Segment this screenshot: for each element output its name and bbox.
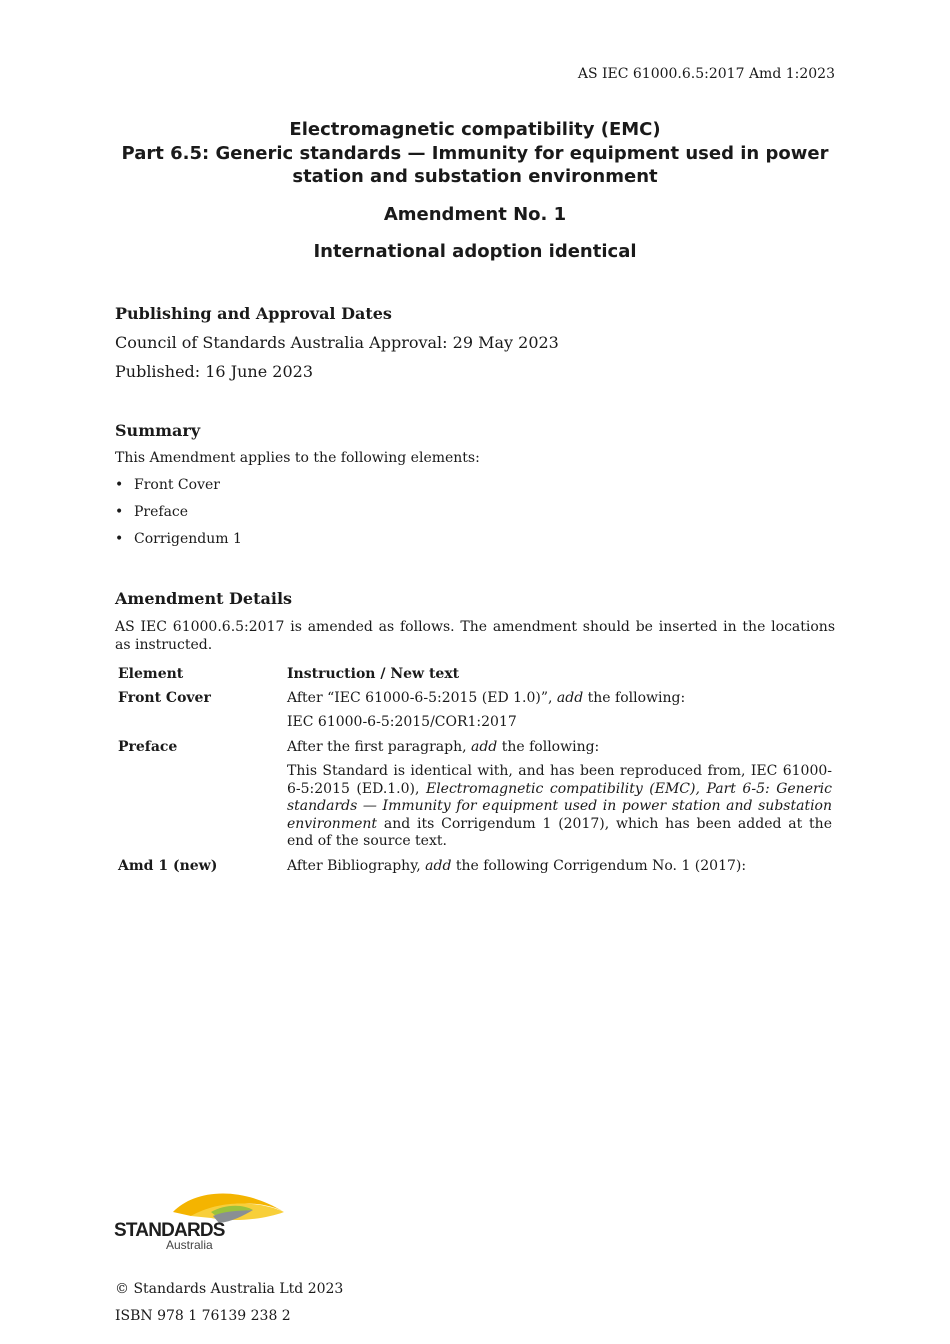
new-text-cell: IEC 61000-6-5:2015/COR1:2017 [287, 714, 517, 730]
title-line-3: station and substation environment [292, 166, 658, 187]
summary-heading: Summary [115, 421, 201, 440]
title-block [115, 118, 835, 262]
element-cell: Amd 1 (new) [118, 857, 218, 874]
element-cell: Preface [118, 738, 178, 755]
instruction-cell [284, 690, 835, 715]
table-row [115, 714, 835, 739]
isbn: ISBN 978 1 76139 238 2 [115, 1308, 291, 1324]
summary-intro: This Amendment applies to the following elements: [115, 450, 480, 466]
table-row [115, 739, 835, 764]
summary-list [115, 477, 242, 558]
instruction-emphasis: add [556, 689, 584, 706]
instruction-cell [284, 858, 835, 883]
column-header-instruction: Instruction / New text [287, 666, 460, 682]
new-text-italic: Electromagnetic compatibility (EMC), Part 6-5: Generic standards — Immunity for equipment used in power station and substation environment [287, 780, 832, 832]
list-item: • Corrigendum 1 [115, 531, 242, 558]
instruction-emphasis: add [471, 738, 498, 755]
instruction-text: the following Corrigendum No. 1 (2017): [451, 857, 747, 874]
logo-wordmark: STANDARDS [114, 1220, 225, 1241]
new-text-cell [284, 763, 835, 858]
table-row [115, 763, 835, 858]
standards-australia-logo [113, 1186, 288, 1252]
table-row [115, 858, 835, 883]
new-text-plain: This Standard is identical with, and has been reproduced from, IEC 61000-6-5:2015 (ED.1.0), [287, 763, 832, 797]
logo-subtitle: Australia [166, 1238, 213, 1252]
instruction-emphasis: add [425, 857, 452, 874]
instruction-text: After “IEC 61000-6-5:2015 (ED 1.0)”, [287, 689, 557, 706]
instruction-cell [284, 739, 835, 764]
title-line-2: Part 6.5: Generic standards — Immunity for equipment used in power [121, 142, 829, 164]
amendment-table [115, 666, 835, 882]
amendment-number: Amendment No. 1 [383, 203, 567, 225]
details-heading: Amendment Details [115, 589, 293, 608]
instruction-text: the following: [497, 738, 600, 755]
approval-date: Council of Standards Australia Approval: 29 May 2023 [115, 333, 559, 352]
element-cell: Front Cover [118, 689, 211, 706]
new-text-plain: and its Corrigendum 1 (2017), which has been added at the end of the source text. [287, 815, 832, 849]
adoption-statement: International adoption identical [313, 240, 637, 262]
column-header-element: Element [118, 666, 184, 682]
table-header-row [115, 666, 835, 690]
title-line-1: Electromagnetic compatibility (EMC) [289, 119, 661, 140]
details-intro: AS IEC 61000.6.5:2017 is amended as follows. The amendment should be inserted in the locations as instructed. [115, 619, 835, 653]
copyright: © Standards Australia Ltd 2023 [115, 1281, 344, 1297]
instruction-text: the following: [583, 689, 686, 706]
dates-heading: Publishing and Approval Dates [115, 304, 392, 323]
list-item: • Preface [115, 504, 242, 531]
instruction-text: After the first paragraph, [287, 738, 471, 755]
published-date: Published: 16 June 2023 [115, 362, 313, 381]
table-row [115, 690, 835, 715]
document-reference: AS IEC 61000.6.5:2017 Amd 1:2023 [577, 66, 835, 82]
instruction-text: After Bibliography, [287, 857, 426, 874]
list-item: • Front Cover [115, 477, 242, 504]
